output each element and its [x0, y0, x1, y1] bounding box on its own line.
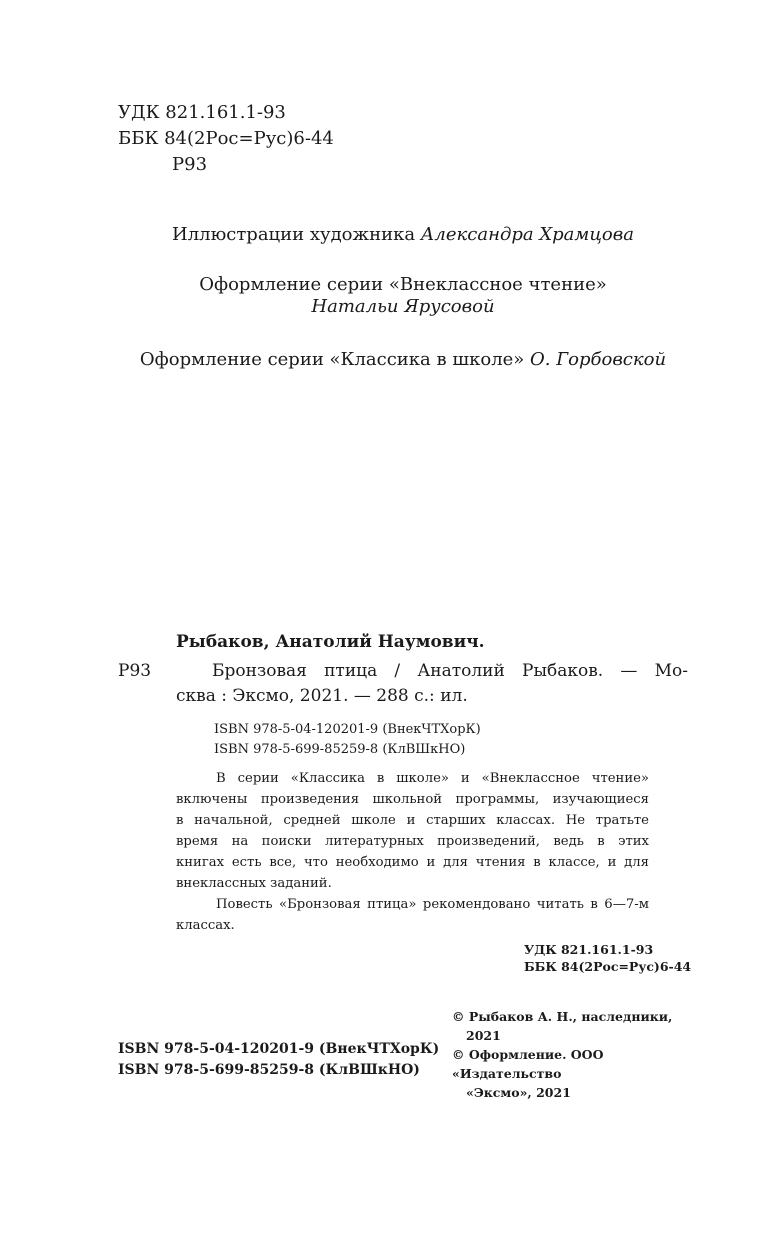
annotation-line: Повесть «Бронзовая птица» рекомендовано читать в 6—7-м	[216, 897, 649, 912]
series1-credit	[0, 274, 768, 317]
series1-prefix: Оформление серии «Внеклассное чтение»	[199, 274, 607, 295]
isbn-bottom-block	[118, 1039, 439, 1081]
annotation-line: классах.	[176, 918, 235, 933]
catalog-title-line1: Бронзовая птица / Анатолий Рыбаков. — Мо-	[212, 661, 688, 681]
illustrator-name: Александра Храмцова	[420, 224, 634, 245]
bbk-code: ББК 84(2Рос=Рус)6-44	[118, 128, 334, 149]
classification-block	[118, 100, 334, 178]
annotation-line: в начальной, средней школе и старших классах. Не тратьте	[176, 813, 649, 828]
copyright-1-line2: 2021	[466, 1028, 501, 1043]
bbk-right: ББК 84(2Рос=Рус)6-44	[524, 959, 692, 974]
copyright-block	[452, 1007, 702, 1102]
isbn-bottom-2: ISBN 978-5-699-85259-8 (КлВШкНО)	[118, 1062, 420, 1078]
catalog-isbn2: ISBN 978-5-699-85259-8 (КлВШкНО)	[214, 742, 466, 757]
catalog-sign: Р93	[118, 661, 152, 681]
illustrations-prefix: Иллюстрации художника	[172, 224, 416, 245]
annotation-line: включены произведения школьной программы, изучающиеся	[176, 792, 649, 807]
author-sign: Р93	[172, 154, 208, 175]
series2-prefix: Оформление серии «Классика в школе»	[139, 349, 525, 370]
udk-code: УДК 821.161.1-93	[118, 102, 286, 123]
udk-right: УДК 821.161.1-93	[524, 942, 654, 957]
udk-bbk-right	[524, 941, 691, 975]
annotation	[176, 768, 649, 936]
catalog-title-line2: сква : Эксмо, 2021. — 288 с.: ил.	[176, 686, 468, 706]
catalog-isbn1: ISBN 978-5-04-120201-9 (ВнекЧТХорК)	[214, 722, 481, 737]
annotation-line: внеклассных заданий.	[176, 876, 332, 891]
copyright-2-line2: «Эксмо», 2021	[466, 1085, 571, 1100]
series1-designer: Натальи Ярусовой	[311, 296, 495, 317]
catalog-author: Рыбаков, Анатолий Наумович.	[176, 632, 485, 652]
copyright-2-line1: © Оформление. ООО «Издательство	[452, 1047, 604, 1081]
copyright-1-line1: © Рыбаков А. Н., наследники,	[452, 1009, 673, 1024]
annotation-line: время на поиски литературных произведений, ведь в этих	[176, 834, 649, 849]
annotation-line: В серии «Классика в школе» и «Внеклассное чтение»	[216, 771, 649, 786]
annotation-line: книгах есть все, что необходимо и для чтения в классе, и для	[176, 855, 649, 870]
isbn-bottom-1: ISBN 978-5-04-120201-9 (ВнекЧТХорК)	[118, 1041, 440, 1057]
illustrations-credit	[0, 224, 768, 245]
catalog-isbn-block	[214, 720, 481, 760]
series2-credit	[0, 349, 768, 370]
series2-designer: О. Горбовской	[530, 349, 667, 370]
